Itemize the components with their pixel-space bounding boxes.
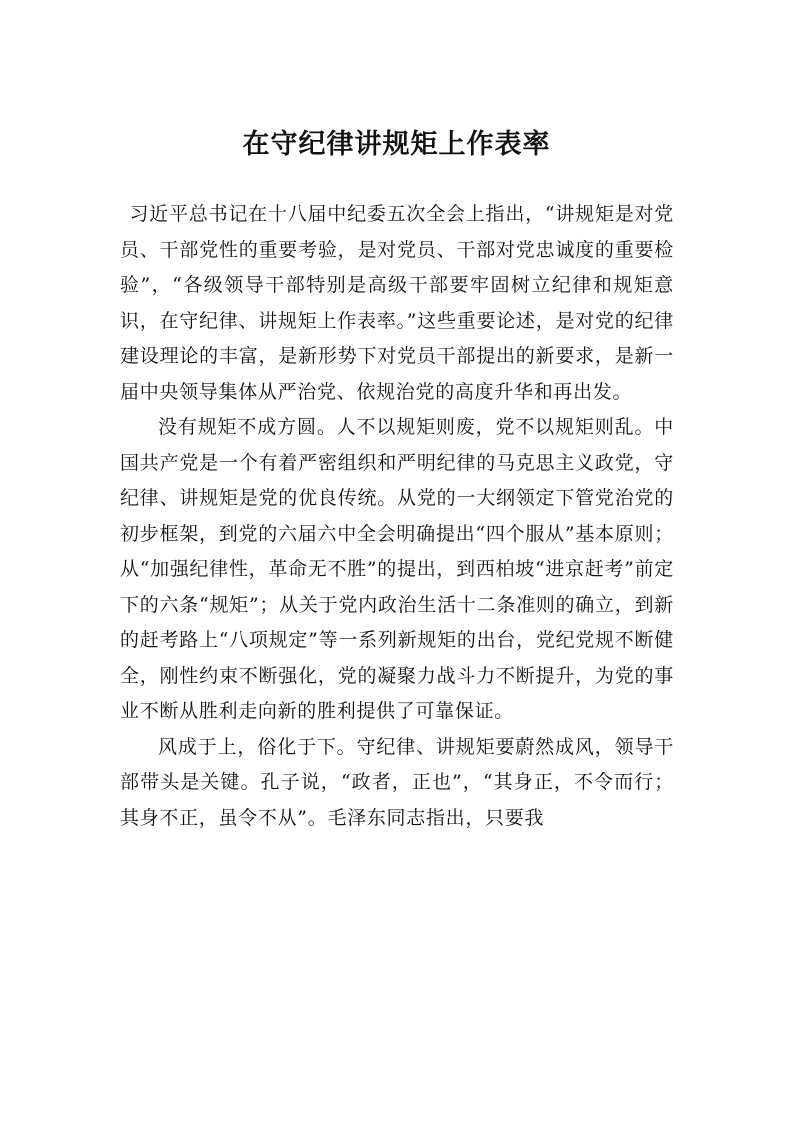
document-title: 在守纪律讲规矩上作表率 xyxy=(242,129,551,160)
document-body xyxy=(120,197,674,836)
paragraph-2: 没有规矩不成方圆。人不以规矩则废，党不以规矩则乱。中国共产党是一个有着严密组织和严明纪律的马克思主义政党，守纪律、讲规矩是党的优良传统。从党的一大纲领定下管党治党的初步框架，到党的六届六中全会明确提出“四个服从”基本原则；从“加强纪律性，革命无不胜”的提出，到西柏坡“进京赶考”前定下的六条“规矩”；从关于党内政治生活十二条准则的确立，到新的赶考路上“八项规定”等一系列新规矩的出台，党纪党规不断健全，刚性约束不断强化，党的凝聚力战斗力不断提升，为党的事业不断从胜利走向新的胜利提供了可靠保证。 xyxy=(120,416,674,722)
paragraph-3: 风成于上，俗化于下。守纪律、讲规矩要蔚然成风，领导干部带头是关键。孔子说，“政者，正也”，“其身正，不令而行；其身不正，虽令不从”。毛泽东同志指出，只要我 xyxy=(120,735,674,829)
paragraph-1: 习近平总书记在十八届中纪委五次全会上指出，“讲规矩是对党员、干部党性的重要考验，是对党员、干部对党忠诚度的重要检验”，“各级领导干部特别是高级干部要牢固树立纪律和规矩意识，在守纪律、讲规矩上作表率。”这些重要论述，是对党的纪律建设理论的丰富，是新形势下对党员干部提出的新要求，是新一届中央领导集体从严治党、依规治党的高度升华和再出发。 xyxy=(120,203,674,403)
